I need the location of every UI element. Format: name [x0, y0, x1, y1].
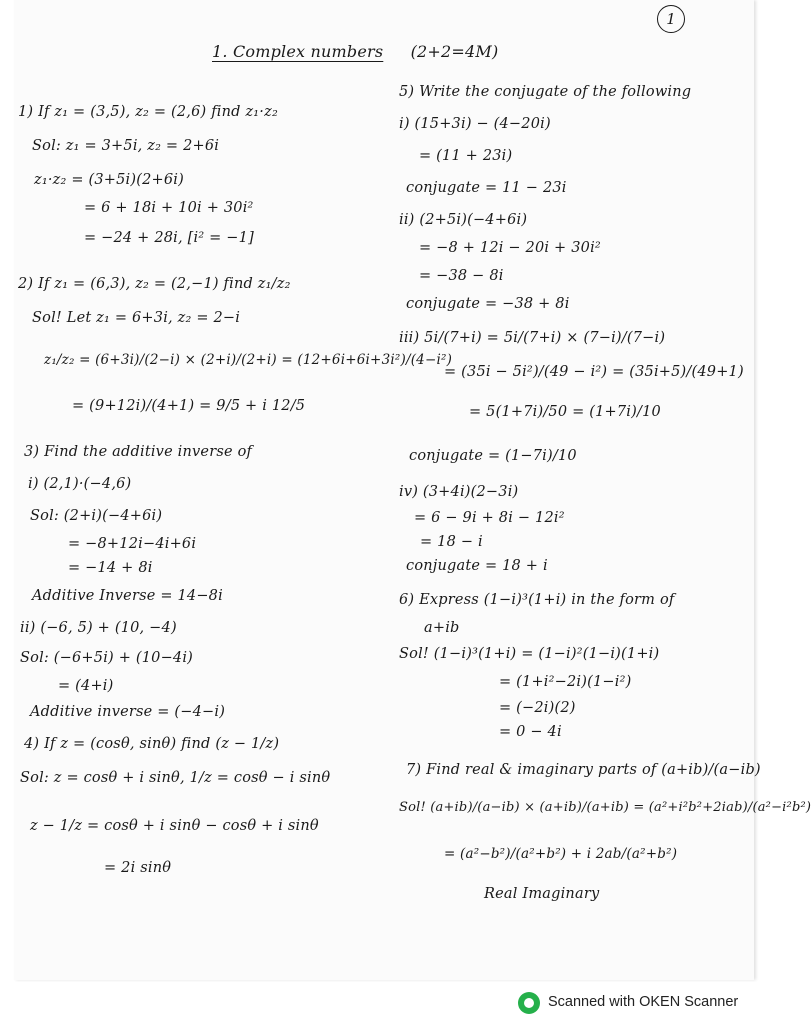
left-line: Sol: (2+i)(−4+6i)	[30, 508, 163, 524]
left-line: = (9+12i)/(4+1) = 9/5 + i 12/5	[72, 398, 306, 414]
right-line: = 6 − 9i + 8i − 12i²	[414, 510, 565, 526]
left-line: z₁·z₂ = (3+5i)(2+6i)	[34, 172, 184, 188]
right-line: = (11 + 23i)	[419, 148, 513, 164]
right-line: 7) Find real & imaginary parts of (a+ib)/(a−ib)	[406, 762, 761, 778]
left-line: ii) (−6, 5) + (10, −4)	[20, 620, 177, 636]
scanner-logo-icon	[518, 992, 540, 1014]
left-line: z₁/z₂ = (6+3i)/(2−i) × (2+i)/(2+i) = (12+6i+6i+3i²)/(4−i²)	[44, 352, 453, 368]
title-text: 1. Complex numbers	[212, 42, 384, 61]
left-line: Sol: (−6+5i) + (10−4i)	[20, 650, 194, 666]
right-line: = 0 − 4i	[499, 724, 562, 740]
right-line: Sol! (1−i)³(1+i) = (1−i)²(1−i)(1+i)	[399, 646, 660, 662]
right-line: = (−2i)(2)	[499, 700, 576, 716]
right-line: 5) Write the conjugate of the following	[399, 84, 692, 100]
right-line: iii) 5i/(7+i) = 5i/(7+i) × (7−i)/(7−i)	[399, 330, 666, 346]
right-line: = 18 − i	[420, 534, 483, 550]
right-line: conjugate = (1−7i)/10	[409, 448, 577, 464]
right-line: = (1+i²−2i)(1−i²)	[499, 674, 632, 690]
right-line: a+ib	[424, 620, 460, 636]
left-line: Sol: z = cosθ + i sinθ, 1/z = cosθ − i sinθ	[20, 770, 331, 786]
right-line: Sol! (a+ib)/(a−ib) × (a+ib)/(a+ib) = (a²+i²b²+2iab)/(a²−i²b²)	[399, 800, 811, 815]
right-line: i) (15+3i) − (4−20i)	[399, 116, 551, 132]
left-line: Sol: z₁ = 3+5i, z₂ = 2+6i	[32, 138, 220, 154]
left-line: 4) If z = (cosθ, sinθ) find (z − 1/z)	[24, 736, 280, 752]
right-line: 6) Express (1−i)³(1+i) in the form of	[399, 592, 675, 608]
left-line: Additive Inverse = 14−8i	[32, 588, 223, 604]
left-line: = (4+i)	[58, 678, 114, 694]
left-line: Additive inverse = (−4−i)	[30, 704, 226, 720]
right-line: = −38 − 8i	[419, 268, 504, 284]
left-line: = 6 + 18i + 10i + 30i²	[84, 200, 254, 216]
right-line: conjugate = −38 + 8i	[406, 296, 570, 312]
left-line: i) (2,1)·(−4,6)	[28, 476, 132, 492]
left-line: 2) If z₁ = (6,3), z₂ = (2,−1) find z₁/z₂	[18, 276, 291, 292]
right-line: iv) (3+4i)(2−3i)	[399, 484, 519, 500]
page-title	[212, 42, 498, 61]
left-line: Sol! Let z₁ = 6+3i, z₂ = 2−i	[32, 310, 241, 326]
right-line: = (35i − 5i²)/(49 − i²) = (35i+5)/(49+1)	[444, 364, 744, 380]
right-line: conjugate = 18 + i	[406, 558, 548, 574]
left-line: 1) If z₁ = (3,5), z₂ = (2,6) find z₁·z₂	[18, 104, 278, 120]
right-line: ii) (2+5i)(−4+6i)	[399, 212, 528, 228]
notebook-page	[14, 0, 811, 980]
left-line: 3) Find the additive inverse of	[24, 444, 253, 460]
right-line: = −8 + 12i − 20i + 30i²	[419, 240, 601, 256]
left-line: = −14 + 8i	[68, 560, 153, 576]
left-line: = −24 + 28i, [i² = −1]	[84, 230, 254, 246]
scanner-footer	[0, 982, 768, 1024]
right-line: = 5(1+7i)/50 = (1+7i)/10	[469, 404, 661, 420]
scanner-text: Scanned with OKEN Scanner	[548, 994, 739, 1010]
right-line: Real Imaginary	[484, 886, 600, 902]
left-line: = −8+12i−4i+6i	[68, 536, 197, 552]
left-line: = 2i sinθ	[104, 860, 172, 876]
title-marks: (2+2=4M)	[410, 42, 499, 61]
right-line: conjugate = 11 − 23i	[406, 180, 567, 196]
page-number: 1	[657, 5, 685, 33]
right-line: = (a²−b²)/(a²+b²) + i 2ab/(a²+b²)	[444, 846, 678, 862]
left-line: z − 1/z = cosθ + i sinθ − cosθ + i sinθ	[30, 818, 319, 834]
